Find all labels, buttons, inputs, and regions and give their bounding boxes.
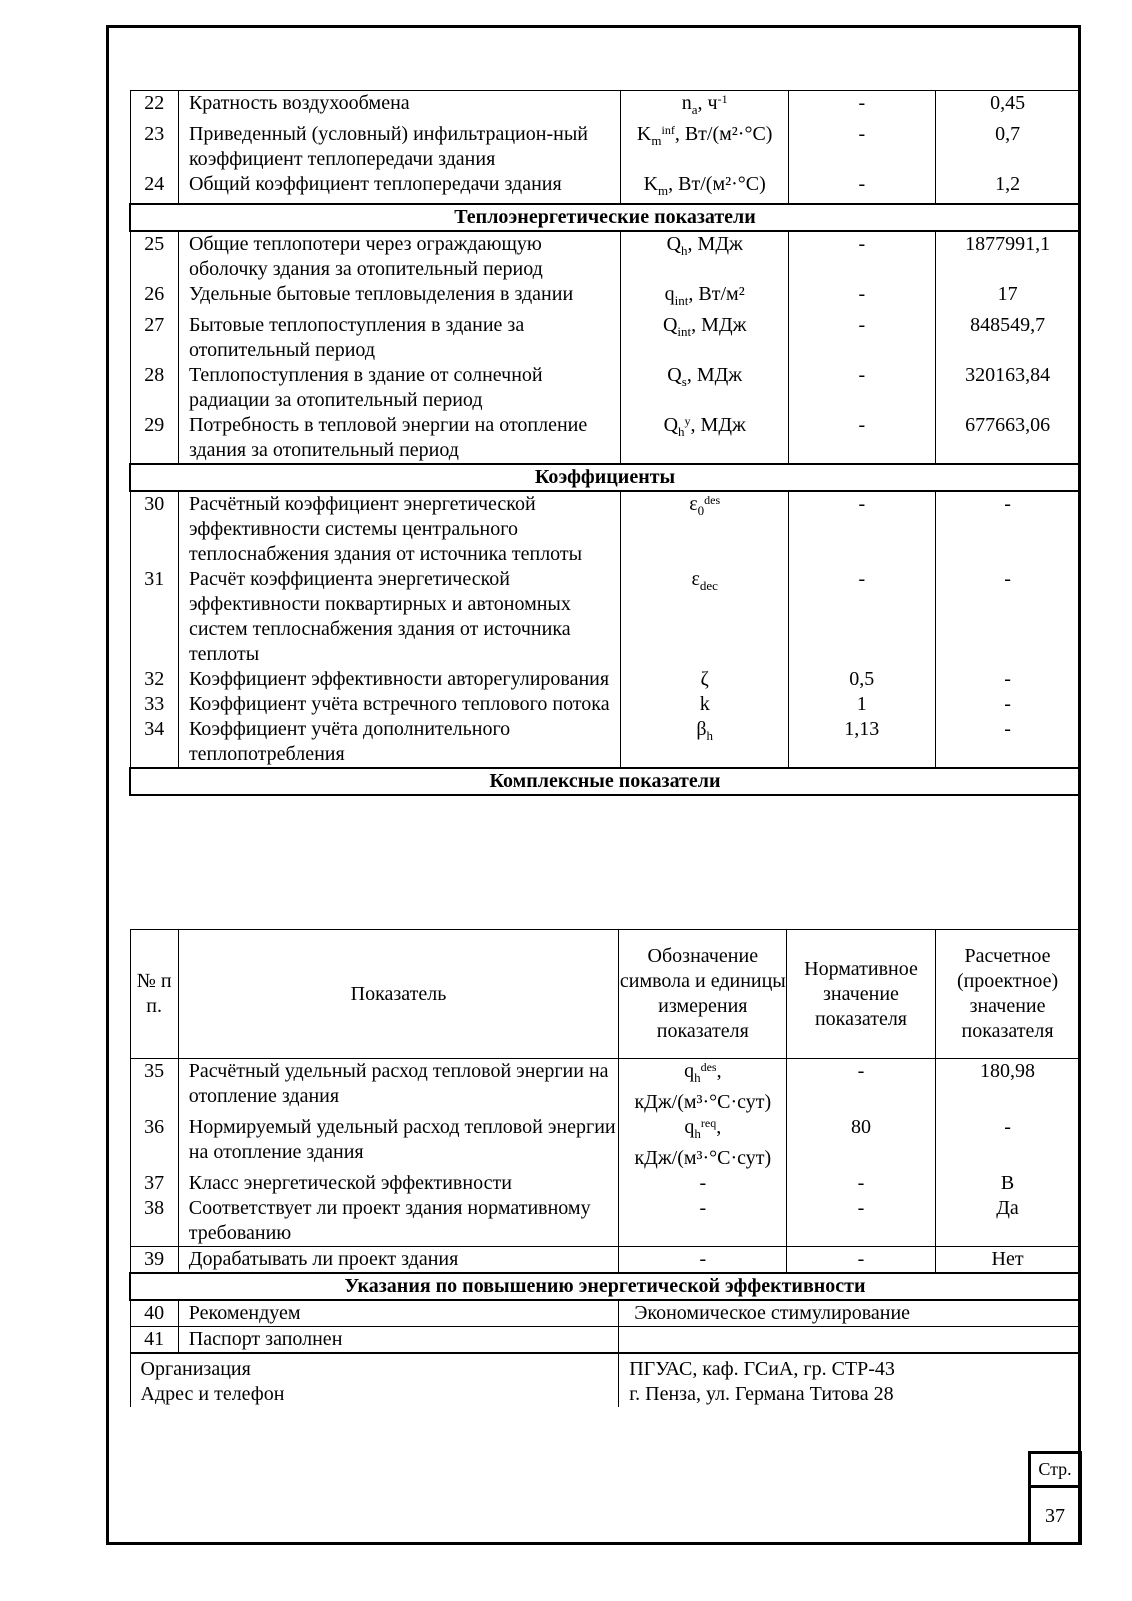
row-number: 37 <box>130 1171 178 1196</box>
normative-value: - <box>788 313 935 363</box>
table-row <box>130 122 1080 172</box>
addr-value: г. Пенза, ул. Германа Титова 28 <box>619 1382 1080 1407</box>
calculated-value: 1,2 <box>935 172 1080 204</box>
indicator-name: Общий коэффициент теплопередачи здания <box>178 172 621 204</box>
indicator-name: Приведенный (условный) инфильтрацион-ный коэффициент теплопередачи здания <box>178 122 621 172</box>
row-number: 33 <box>130 692 178 717</box>
header-number: № п п. <box>130 930 178 1059</box>
calculated-value: Нет <box>935 1247 1080 1274</box>
symbol-superscript: des <box>700 1060 717 1074</box>
normative-value: 1 <box>788 692 935 717</box>
calculated-value: 17 <box>935 282 1080 313</box>
indicator-symbol <box>621 122 788 172</box>
table-row <box>130 1059 1080 1116</box>
table-row <box>130 567 1080 667</box>
indicator-name: Соответствует ли проект здания нормативному требованию <box>178 1196 618 1247</box>
recommendation-value: Экономическое стимулирование <box>619 1300 1080 1327</box>
indicator-symbol <box>621 91 788 123</box>
row-number: 39 <box>130 1247 178 1274</box>
indicator-name: Дорабатывать ли проект здания <box>178 1247 618 1274</box>
indicator-symbol <box>621 172 788 204</box>
indicator-symbol <box>621 313 788 363</box>
table-row <box>130 1171 1080 1196</box>
normative-value: 1,13 <box>788 717 935 768</box>
symbol-unit: , Вт/(м²·°C) <box>674 123 773 145</box>
indicator-name: Расчётный коэффициент энергетической эффективности системы центрального теплоснабжения здания от источника теплоты <box>178 491 621 567</box>
row-number: 38 <box>130 1196 178 1247</box>
row-number: 27 <box>130 313 178 363</box>
symbol-letter: β <box>696 718 707 740</box>
indicators-table-1 <box>129 90 1081 796</box>
symbol-letter: K <box>643 173 659 195</box>
symbol-letter: ε <box>691 568 700 590</box>
section-title: Комплексные показатели <box>130 768 1080 795</box>
section-heat-energy <box>130 204 1080 231</box>
symbol-superscript: y <box>684 414 691 428</box>
calculated-value: - <box>935 692 1080 717</box>
calculated-value: 677663,06 <box>935 413 1080 464</box>
normative-value: - <box>788 413 935 464</box>
indicator-symbol <box>619 1247 787 1274</box>
indicator-symbol <box>621 717 788 768</box>
row-number: 29 <box>130 413 178 464</box>
table-row <box>130 1300 1080 1327</box>
symbol-letter: n <box>681 92 692 114</box>
calculated-value: 848549,7 <box>935 313 1080 363</box>
indicator-name: Бытовые теплопоступления в здание за отопительный период <box>178 313 621 363</box>
symbol-text: - <box>699 1197 707 1219</box>
indicator-symbol <box>619 1059 787 1116</box>
indicator-symbol <box>619 1196 787 1247</box>
symbol-letter: K <box>636 123 652 145</box>
filled-value <box>619 1327 1080 1354</box>
row-number: 32 <box>130 667 178 692</box>
indicator-symbol <box>621 363 788 413</box>
indicator-name: Коэффициент учёта встречного теплового потока <box>178 692 621 717</box>
row-number: 24 <box>130 172 178 204</box>
table-row <box>130 363 1080 413</box>
normative-value: - <box>788 172 935 204</box>
indicator-symbol <box>621 413 788 464</box>
indicator-name: Коэффициент учёта дополнительного теплопотребления <box>178 717 621 768</box>
addr-label: Адрес и телефон <box>130 1382 619 1407</box>
info-row <box>130 1382 1080 1407</box>
symbol-letter: Q <box>667 364 682 386</box>
row-number: 41 <box>130 1327 178 1354</box>
symbol-letter: Q <box>666 233 682 255</box>
symbol-subscript: m <box>658 183 669 198</box>
symbol-unit: , Вт/м² <box>688 283 745 305</box>
normative-value: - <box>788 363 935 413</box>
row-number: 28 <box>130 363 178 413</box>
symbol-text: - <box>699 1172 707 1194</box>
symbol-subscript: a <box>691 102 698 117</box>
symbol-unit: , МДж <box>686 364 743 386</box>
indicator-symbol <box>621 282 788 313</box>
table-row <box>130 231 1080 282</box>
table-row <box>130 91 1080 123</box>
symbol-unit: , <box>716 1060 722 1082</box>
symbol-subscript: s <box>681 374 687 389</box>
section-title: Теплоэнергетические показатели <box>130 204 1080 231</box>
calculated-value: 0,45 <box>935 91 1080 123</box>
symbol-subscript: h <box>694 1070 701 1085</box>
indicator-symbol <box>621 567 788 667</box>
normative-value: - <box>788 282 935 313</box>
calculated-value: Да <box>935 1196 1080 1247</box>
symbol-subscript: dec <box>699 578 718 593</box>
row-number: 34 <box>130 717 178 768</box>
calculated-value: 0,7 <box>935 122 1080 172</box>
symbol-unit-power: -1 <box>717 92 728 106</box>
normative-value: - <box>787 1196 935 1247</box>
symbol-letter: Q <box>662 314 678 336</box>
symbol-unit: , <box>716 1116 722 1138</box>
symbol-letter: q <box>664 283 675 305</box>
symbol-letter: ε <box>689 493 698 515</box>
section-complex <box>130 768 1080 795</box>
calculated-value: - <box>935 667 1080 692</box>
header-indicator: Показатель <box>178 930 618 1059</box>
table-row <box>130 667 1080 692</box>
symbol-unit: , МДж <box>690 414 746 436</box>
table-row <box>130 692 1080 717</box>
symbol-letter: q <box>684 1116 695 1138</box>
table-row <box>130 1327 1080 1354</box>
symbol-letter: k <box>699 693 710 715</box>
page-label: Стр. <box>1031 1454 1079 1488</box>
table-header <box>130 930 1080 1059</box>
symbol-unit-line2: кДж/(м³·°С·сут) <box>634 1091 772 1113</box>
indicator-name: Паспорт заполнен <box>178 1327 618 1354</box>
indicator-name: Рекомендуем <box>178 1300 618 1327</box>
normative-value: - <box>788 91 935 123</box>
header-symbol: Обозначение символа и единицы измерения показателя <box>619 930 787 1059</box>
symbol-unit-line2: кДж/(м³·°С·сут) <box>634 1147 772 1169</box>
symbol-subscript: h <box>681 243 688 258</box>
row-number: 30 <box>130 491 178 567</box>
calculated-value: - <box>935 567 1080 667</box>
indicator-name: Класс энергетической эффективности <box>178 1171 618 1196</box>
calculated-value: 180,98 <box>935 1059 1080 1116</box>
normative-value: - <box>788 122 935 172</box>
symbol-unit: , МДж <box>687 233 743 255</box>
indicator-symbol <box>621 667 788 692</box>
normative-value: - <box>787 1247 935 1274</box>
org-value: ПГУАС, каф. ГСиА, гр. СТР-43 <box>619 1353 1080 1382</box>
indicator-name: Теплопоступления в здание от солнечной радиации за отопительный период <box>178 363 621 413</box>
calculated-value: - <box>935 717 1080 768</box>
indicator-name: Коэффициент эффективности авторегулирования <box>178 667 621 692</box>
info-row <box>130 1353 1080 1382</box>
symbol-text: - <box>699 1248 707 1270</box>
page-stamp <box>1028 1451 1082 1545</box>
indicator-name: Потребность в тепловой энергии на отопление здания за отопительный период <box>178 413 621 464</box>
calculated-value: B <box>935 1171 1080 1196</box>
normative-value: - <box>787 1059 935 1116</box>
indicator-symbol <box>621 231 788 282</box>
row-number: 23 <box>130 122 178 172</box>
table-row <box>130 313 1080 363</box>
indicator-name: Удельные бытовые тепловыделения в здании <box>178 282 621 313</box>
symbol-letter: q <box>684 1060 695 1082</box>
symbol-superscript: des <box>704 493 721 507</box>
symbol-subscript: h <box>694 1126 701 1141</box>
row-number: 22 <box>130 91 178 123</box>
normative-value: - <box>788 567 935 667</box>
indicator-name: Кратность воздухообмена <box>178 91 621 123</box>
row-number: 31 <box>130 567 178 667</box>
normative-value: 80 <box>787 1115 935 1171</box>
table-row <box>130 282 1080 313</box>
symbol-unit: , МДж <box>691 314 747 336</box>
section-coefficients <box>130 464 1080 491</box>
indicator-name: Нормируемый удельный расход тепловой энергии на отопление здания <box>178 1115 618 1171</box>
row-number: 36 <box>130 1115 178 1171</box>
calculated-value: - <box>935 491 1080 567</box>
table-row <box>130 413 1080 464</box>
symbol-subscript: 0 <box>697 503 705 518</box>
table-row <box>130 172 1080 204</box>
section-recommendations <box>130 1273 1080 1300</box>
indicator-symbol <box>621 692 788 717</box>
indicator-name: Расчётный удельный расход тепловой энергии на отопление здания <box>178 1059 618 1116</box>
table-row <box>130 1196 1080 1247</box>
section-title: Указания по повышению энергетической эффективности <box>130 1273 1080 1300</box>
symbol-subscript: int <box>674 293 689 308</box>
page-number: 37 <box>1045 1505 1065 1527</box>
symbol-subscript: m <box>651 133 662 148</box>
normative-value: - <box>788 231 935 282</box>
indicator-symbol <box>619 1171 787 1196</box>
row-number: 26 <box>130 282 178 313</box>
calculated-value: - <box>935 1115 1080 1171</box>
header-calculated: Расчетное (проектное) значение показателя <box>935 930 1080 1059</box>
symbol-subscript: h <box>678 424 685 439</box>
table-row <box>130 491 1080 567</box>
symbol-unit: , ч <box>697 92 718 114</box>
normative-value: - <box>788 491 935 567</box>
table-row <box>130 1247 1080 1274</box>
calculated-value: 320163,84 <box>935 363 1080 413</box>
indicator-symbol <box>621 491 788 567</box>
indicator-name: Расчёт коэффициента энергетической эффективности поквартирных и автономных систем теплоснабжения здания от источника теплоты <box>178 567 621 667</box>
symbol-letter: ζ <box>700 668 709 690</box>
org-label: Организация <box>130 1353 619 1382</box>
symbol-unit: , Вт/(м²·°C) <box>668 173 766 195</box>
table-row <box>130 717 1080 768</box>
symbol-subscript: int <box>677 324 692 339</box>
row-number: 25 <box>130 231 178 282</box>
symbol-letter: Q <box>663 414 679 436</box>
symbol-superscript: req <box>700 1116 717 1130</box>
indicator-name: Общие теплопотери через ограждающую оболочку здания за отопительный период <box>178 231 621 282</box>
symbol-subscript: h <box>706 728 714 743</box>
table-row <box>130 1115 1080 1171</box>
indicator-symbol <box>619 1115 787 1171</box>
normative-value: 0,5 <box>788 667 935 692</box>
section-title: Коэффициенты <box>130 464 1080 491</box>
row-number: 35 <box>130 1059 178 1116</box>
indicators-table-2 <box>129 929 1081 1407</box>
header-normative: Нормативное значение показателя <box>787 930 935 1059</box>
calculated-value: 1877991,1 <box>935 231 1080 282</box>
normative-value: - <box>787 1171 935 1196</box>
symbol-superscript: inf <box>661 123 675 137</box>
row-number: 40 <box>130 1300 178 1327</box>
